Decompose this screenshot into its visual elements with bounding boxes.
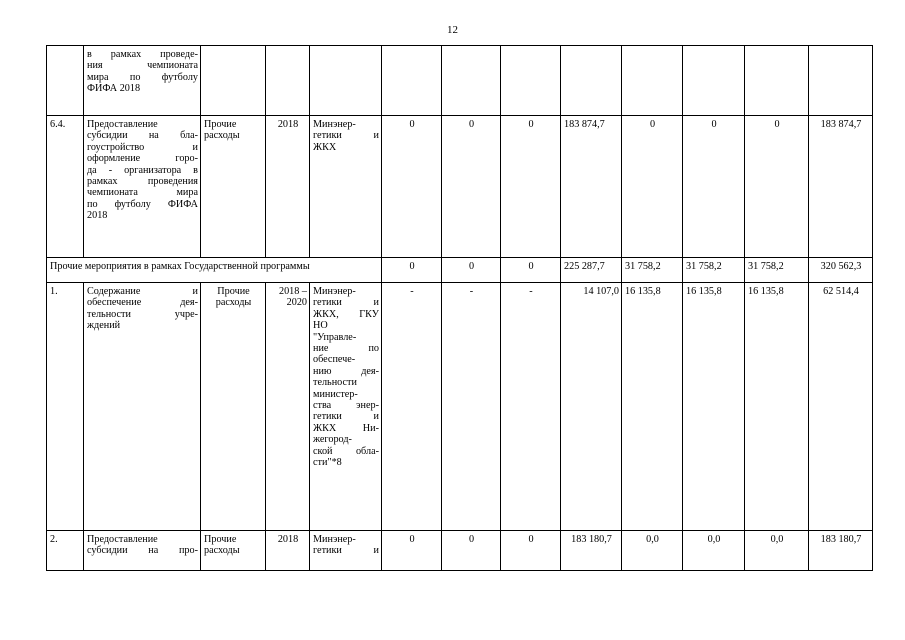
executor-cell bbox=[310, 283, 382, 531]
funding-source-line: Прочие bbox=[217, 286, 250, 297]
period-cell: 2018 bbox=[266, 531, 310, 571]
value-cell: 0 bbox=[442, 531, 501, 571]
executor-line: "Управле- bbox=[313, 331, 357, 343]
executor-line: гетики и bbox=[313, 130, 379, 142]
measure-name-line: 2018 bbox=[87, 210, 108, 222]
value-cell: 320 562,3 bbox=[809, 258, 873, 283]
executor-line: ЖКХ bbox=[313, 141, 337, 153]
executor-line: сти"*8 bbox=[313, 457, 342, 469]
executor-line: ской обла- bbox=[313, 445, 379, 457]
value-cell bbox=[809, 46, 873, 116]
budget-table bbox=[46, 45, 873, 571]
value-cell: 225 287,7 bbox=[561, 258, 622, 283]
row-number-cell: 2. bbox=[47, 531, 84, 571]
value-cell: 0,0 bbox=[745, 531, 809, 571]
executor-line: Минэнер- bbox=[313, 119, 356, 130]
measure-name-line: в рамках проведе- bbox=[87, 49, 198, 60]
measure-name-line: обеспечение дея- bbox=[87, 297, 198, 309]
measure-name-line: Предоставление bbox=[87, 534, 158, 545]
funding-source-cell bbox=[201, 283, 266, 531]
executor-line: ства энер- bbox=[313, 400, 379, 412]
measure-name-cell bbox=[84, 531, 201, 571]
executor-line: ние по bbox=[313, 343, 379, 355]
funding-source-line: расходы bbox=[215, 297, 252, 309]
executor-line: жегород- bbox=[313, 434, 352, 446]
value-cell: 183 180,7 bbox=[809, 531, 873, 571]
value-cell bbox=[382, 46, 442, 116]
executor-line: ЖКХ Ни- bbox=[313, 422, 379, 434]
executor-line: гетики и bbox=[313, 297, 379, 309]
value-cell: 0 bbox=[442, 116, 501, 258]
value-cell bbox=[622, 46, 683, 116]
value-cell: 0 bbox=[622, 116, 683, 258]
value-cell: 0,0 bbox=[683, 531, 745, 571]
executor-cell bbox=[310, 116, 382, 258]
value-cell: 31 758,2 bbox=[745, 258, 809, 283]
measure-name-line: мира по футболу bbox=[87, 71, 198, 83]
measure-name-line: оформление горо- bbox=[87, 153, 198, 165]
value-cell: 16 135,8 bbox=[745, 283, 809, 531]
value-cell: 14 107,0 bbox=[561, 283, 622, 531]
value-cell bbox=[561, 46, 622, 116]
funding-source-line: Прочие bbox=[204, 534, 237, 545]
value-cell: 0 bbox=[382, 116, 442, 258]
value-cell: 0 bbox=[442, 258, 501, 283]
measure-name-line: субсидии на бла- bbox=[87, 130, 198, 142]
value-cell bbox=[442, 46, 501, 116]
table-row bbox=[47, 258, 873, 283]
value-cell bbox=[501, 46, 561, 116]
value-cell: 183 180,7 bbox=[561, 531, 622, 571]
measure-name-line: гоустройство и bbox=[87, 141, 198, 153]
executor-line: ЖКХ, ГКУ bbox=[313, 308, 379, 320]
value-cell: 31 758,2 bbox=[622, 258, 683, 283]
table-row bbox=[47, 46, 873, 116]
period-line: 2018 – bbox=[278, 286, 307, 297]
value-cell: 0,0 bbox=[622, 531, 683, 571]
value-cell: 0 bbox=[683, 116, 745, 258]
measure-name-cell bbox=[84, 116, 201, 258]
measure-name-line: рамках проведения bbox=[87, 176, 198, 188]
measure-name-line: ния чемпионата bbox=[87, 60, 198, 72]
period-cell bbox=[266, 46, 310, 116]
measure-name-line: субсидии на про- bbox=[87, 545, 198, 557]
table-row bbox=[47, 116, 873, 258]
funding-source-cell: Прочие расходы bbox=[201, 116, 266, 258]
executor-cell bbox=[310, 531, 382, 571]
table-row bbox=[47, 283, 873, 531]
executor-line: тельности bbox=[313, 377, 357, 389]
measure-name-cell bbox=[84, 46, 201, 116]
executor-line: Минэнер- bbox=[313, 286, 356, 297]
section-total-label: Прочие мероприятия в рамках Государственной программы bbox=[47, 258, 382, 283]
executor-line: Минэнер- bbox=[313, 534, 356, 545]
funding-source-line: расходы bbox=[204, 545, 240, 557]
value-cell: 0 bbox=[382, 258, 442, 283]
row-number-cell: 6.4. bbox=[47, 116, 84, 258]
value-cell: 0 bbox=[382, 531, 442, 571]
value-cell: 0 bbox=[745, 116, 809, 258]
executor-line: НО bbox=[313, 320, 328, 332]
executor-line: нию дея- bbox=[313, 365, 379, 377]
funding-source-cell bbox=[201, 46, 266, 116]
value-cell: - bbox=[382, 283, 442, 531]
value-cell: 31 758,2 bbox=[683, 258, 745, 283]
executor-line: гетики и bbox=[313, 411, 379, 423]
value-cell: - bbox=[501, 283, 561, 531]
value-cell: 0 bbox=[501, 258, 561, 283]
measure-name-line: тельности учре- bbox=[87, 308, 198, 320]
period-cell: 2018 bbox=[266, 116, 310, 258]
value-cell: 16 135,8 bbox=[683, 283, 745, 531]
value-cell: 183 874,7 bbox=[561, 116, 622, 258]
value-cell: 0 bbox=[501, 116, 561, 258]
value-cell bbox=[683, 46, 745, 116]
measure-name-line: Предоставление bbox=[87, 119, 158, 130]
measure-name-line: чемпионата мира bbox=[87, 187, 198, 199]
table-row bbox=[47, 531, 873, 571]
measure-name-line: Содержание и bbox=[87, 286, 198, 297]
value-cell bbox=[745, 46, 809, 116]
period-cell bbox=[266, 283, 310, 531]
row-number-cell: 1. bbox=[47, 283, 84, 531]
value-cell: 16 135,8 bbox=[622, 283, 683, 531]
executor-cell bbox=[310, 46, 382, 116]
measure-name-line: ФИФА 2018 bbox=[87, 83, 141, 95]
executor-line: гетики и bbox=[313, 545, 379, 557]
value-cell: 0 bbox=[501, 531, 561, 571]
measure-name-line: по футболу ФИФА bbox=[87, 198, 198, 210]
measure-name-cell bbox=[84, 283, 201, 531]
measure-name-line: да - организатора в bbox=[87, 164, 198, 176]
value-cell: - bbox=[442, 283, 501, 531]
value-cell: 183 874,7 bbox=[809, 116, 873, 258]
funding-source-cell bbox=[201, 531, 266, 571]
row-number-cell bbox=[47, 46, 84, 116]
measure-name-line: ждений bbox=[87, 320, 121, 332]
page-number: 12 bbox=[447, 24, 458, 36]
period-line: 2020 bbox=[286, 297, 307, 309]
value-cell: 62 514,4 bbox=[809, 283, 873, 531]
executor-line: обеспече- bbox=[313, 354, 356, 366]
executor-line: министер- bbox=[313, 388, 358, 400]
